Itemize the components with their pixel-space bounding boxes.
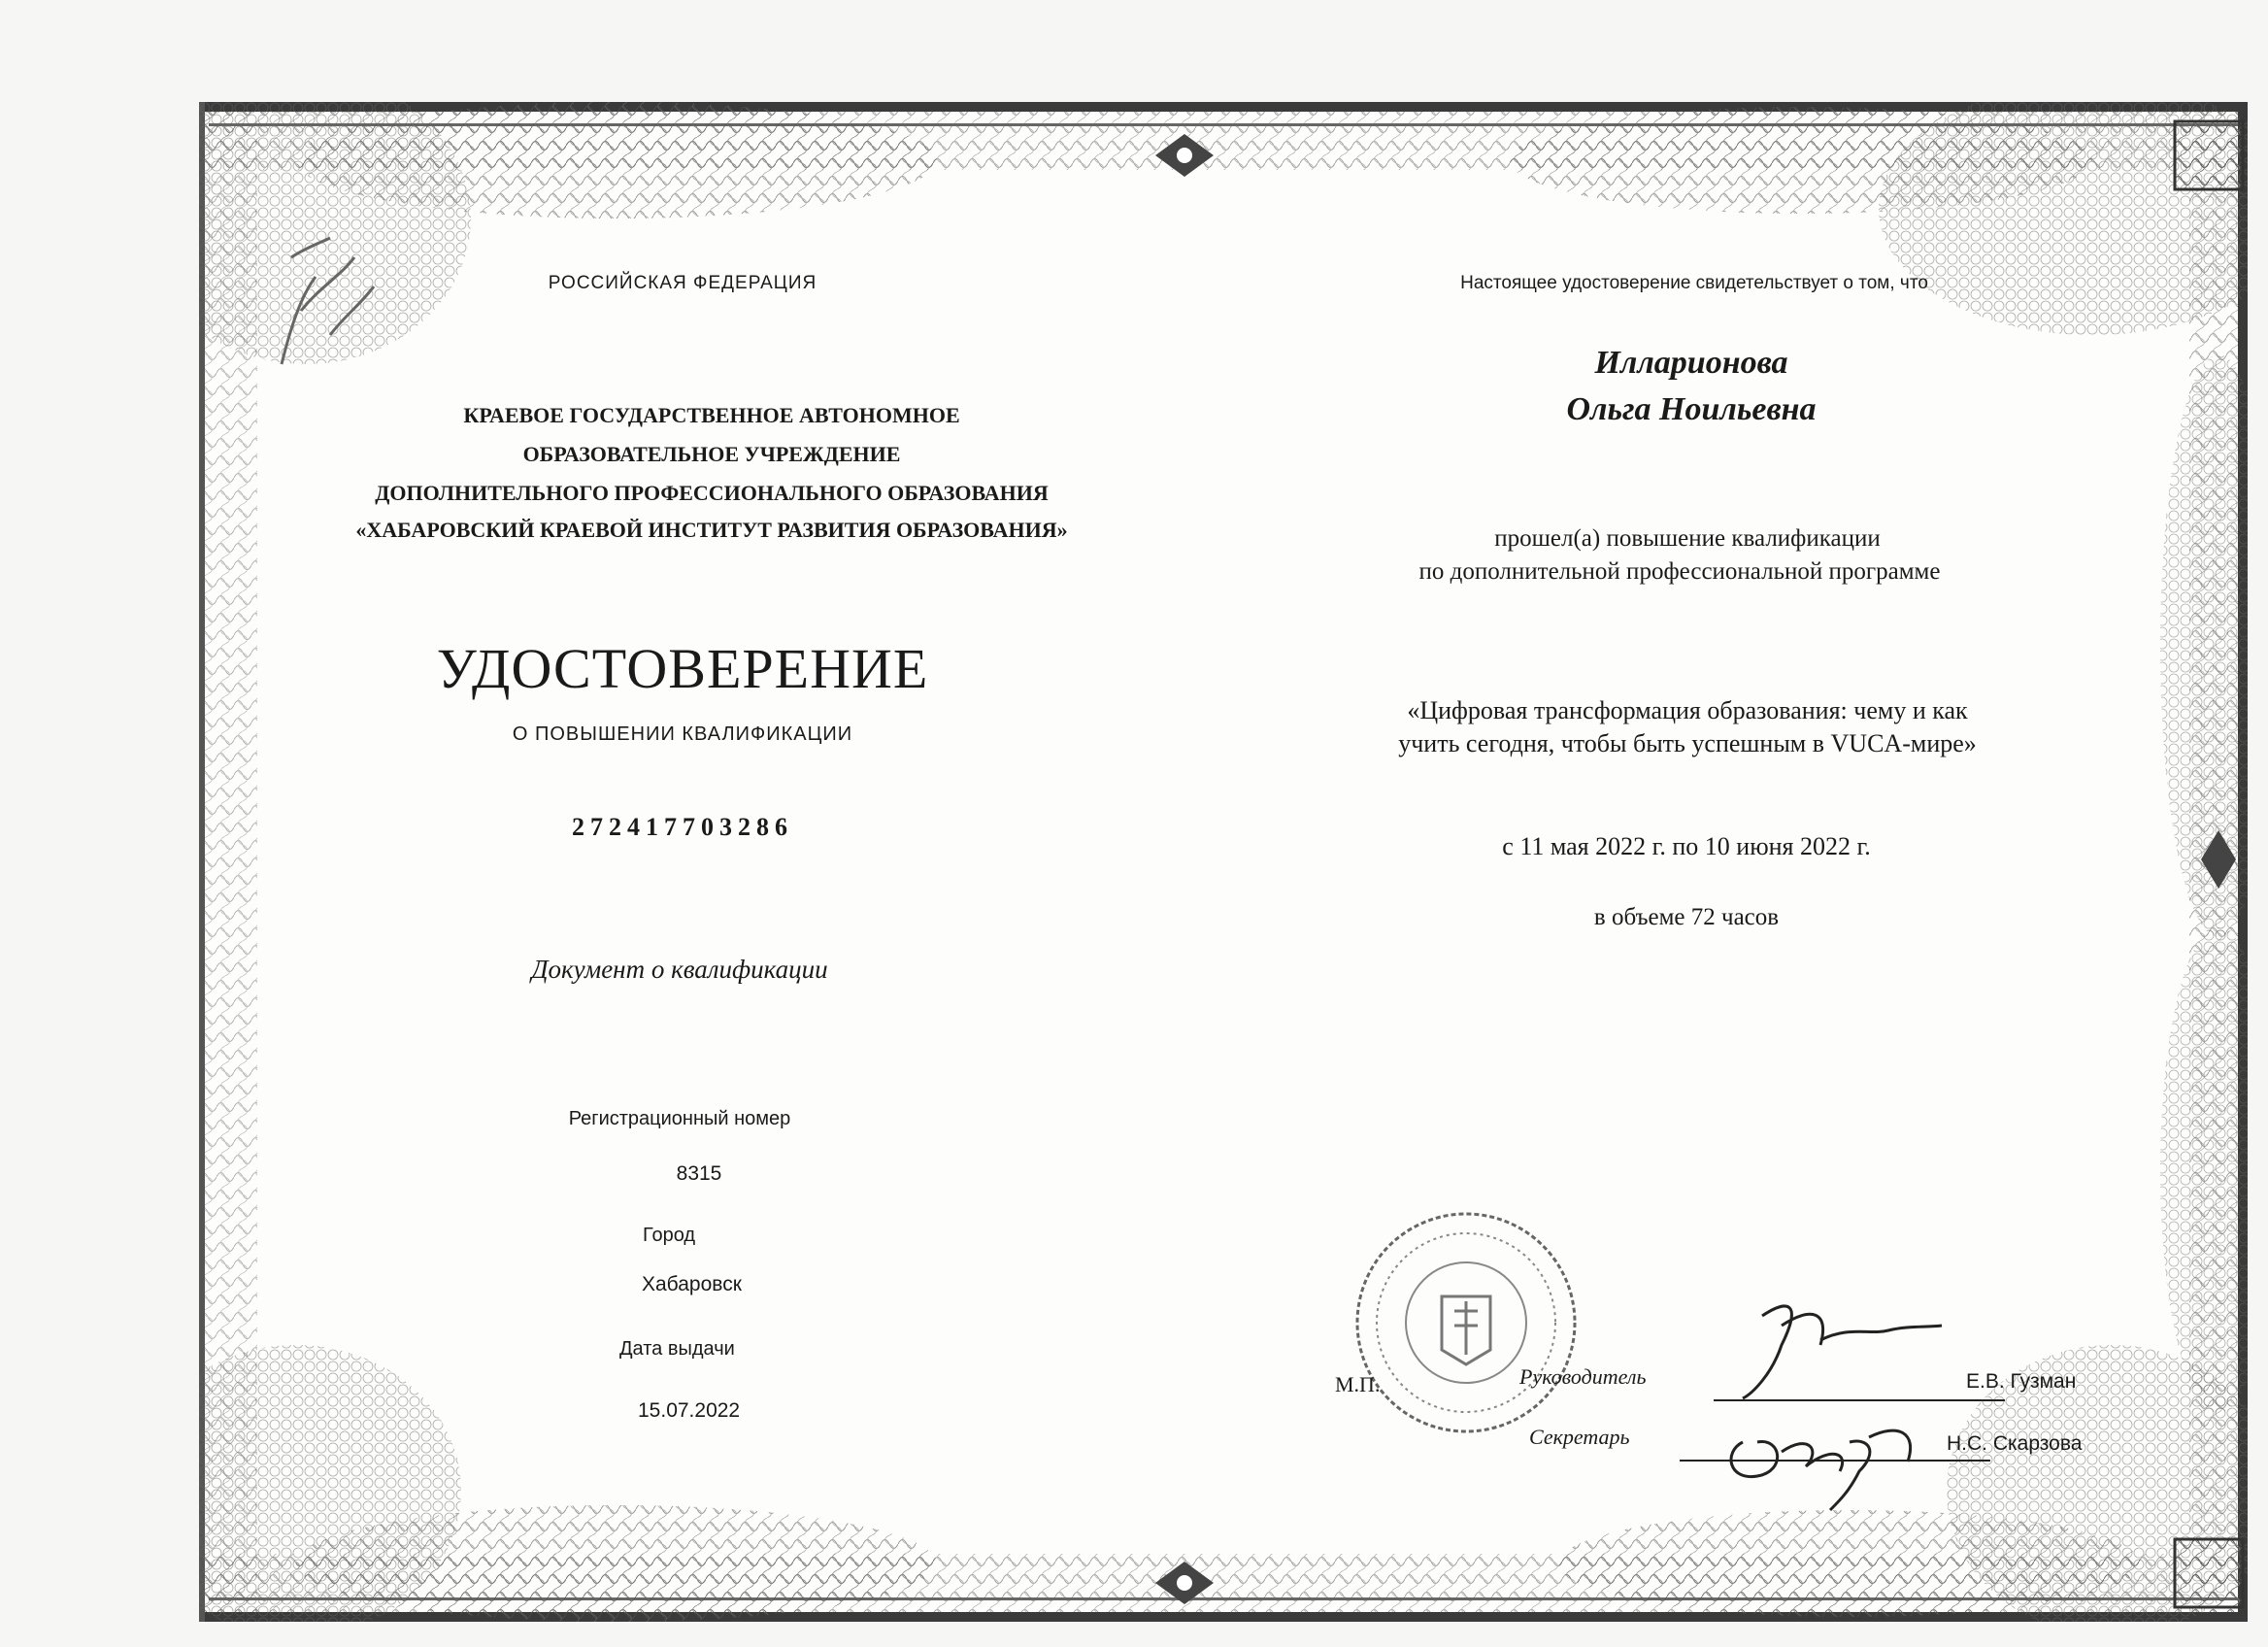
registration-label: Регистрационный номер [568, 1108, 791, 1129]
stamp-place-label: М.П. [1335, 1372, 1381, 1396]
org-name-line: ОБРАЗОВАТЕЛЬНОЕ УЧРЕЖДЕНИЕ [522, 442, 901, 466]
holder-given-names: Ольга Ноильевна [1566, 391, 1817, 427]
document-title: УДОСТОВЕРЕНИЕ [436, 637, 929, 700]
country-label: РОССИЙСКАЯ ФЕДЕРАЦИЯ [548, 273, 817, 293]
program-title-line: «Цифровая трансформация образования: чему и как [1407, 696, 1968, 724]
training-period: с 11 мая 2022 г. по 10 июня 2022 г. [1502, 832, 1871, 860]
certificate-sheet [199, 102, 2248, 1622]
head-signature [1723, 1287, 1947, 1403]
city-value: Хабаровск [642, 1273, 742, 1295]
document-type: Документ о квалификации [531, 955, 828, 984]
secretary-role: Секретарь [1529, 1425, 1630, 1449]
holder-surname: Илларионова [1594, 345, 1788, 381]
org-name-line: ДОПОЛНИТЕЛЬНОГО ПРОФЕССИОНАЛЬНОГО ОБРАЗОВАНИЯ [375, 481, 1049, 505]
intro-text: Настоящее удостоверение свидетельствует о том, что [1460, 273, 1928, 293]
secretary-name: Н.С. Скарзова [1947, 1432, 2083, 1455]
head-role: Руководитель [1519, 1364, 1647, 1389]
program-title-line: учить сегодня, чтобы быть успешным в VUCA-мире» [1398, 729, 1977, 757]
issue-date-label: Дата выдачи [619, 1338, 735, 1360]
org-name-line: КРАЕВОЕ ГОСУДАРСТВЕННОЕ АВТОНОМНОЕ [463, 403, 960, 427]
city-label: Город [643, 1225, 696, 1246]
serial-number: 272417703286 [572, 813, 793, 841]
registration-number: 8315 [676, 1162, 722, 1185]
document-subtitle: О ПОВЫШЕНИИ КВАЛИФИКАЦИИ [512, 723, 853, 745]
training-volume: в объеме 72 часов [1593, 904, 1780, 930]
handwritten-note [262, 218, 388, 393]
issue-date: 15.07.2022 [638, 1399, 741, 1422]
round-seal-stamp [1350, 1204, 1583, 1442]
secretary-signature [1714, 1394, 1956, 1520]
program-intro-line: по дополнительной профессиональной программе [1418, 558, 1941, 585]
passed-training-line: прошел(а) повышение квалификации [1494, 525, 1881, 552]
org-name-line: «ХАБАРОВСКИЙ КРАЕВОЙ ИНСТИТУТ РАЗВИТИЯ ОБРАЗОВАНИЯ» [355, 518, 1068, 542]
head-name: Е.В. Гузман [1966, 1370, 2077, 1393]
